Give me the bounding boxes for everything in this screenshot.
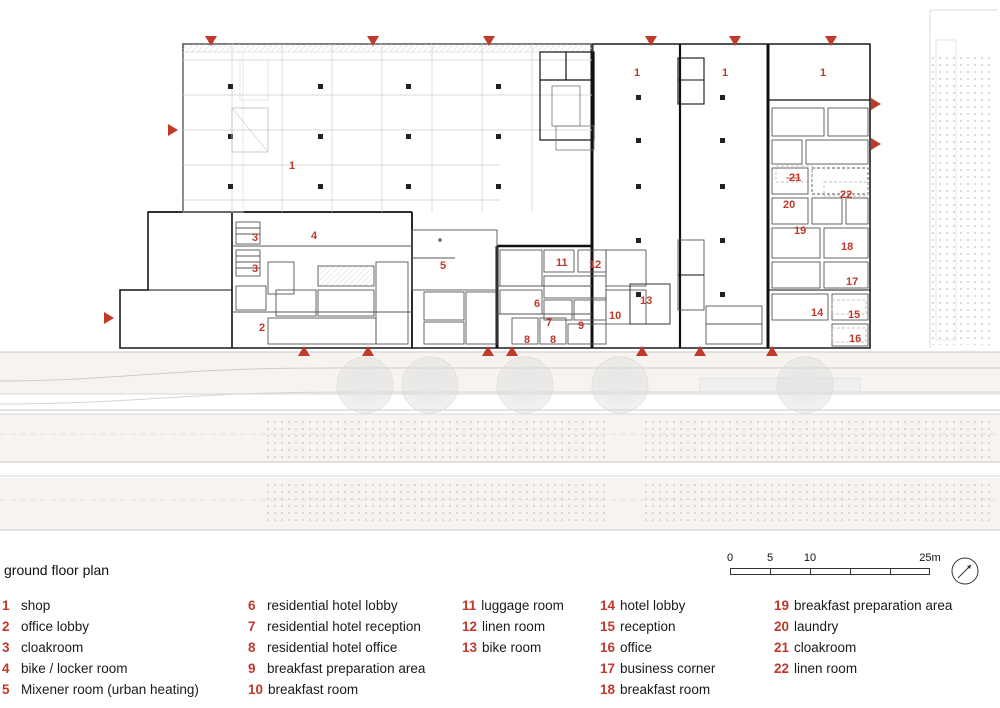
legend-item-15: [600, 619, 715, 640]
legend-item-number: 7: [248, 619, 256, 634]
legend-item-label: breakfast preparation area: [267, 661, 426, 676]
legend-item-number: 22: [774, 661, 790, 676]
legend-item-number: 21: [774, 640, 790, 655]
legend-item-number: 6: [248, 598, 256, 613]
room-number-17: 17: [846, 276, 859, 288]
room-number-16: 16: [849, 333, 862, 345]
room-number-3: 3: [252, 232, 259, 244]
room-number-5: 5: [440, 260, 447, 272]
scale-bar: [726, 552, 950, 586]
legend-item-number: 12: [462, 619, 478, 634]
room-number-1: 1: [722, 67, 729, 79]
legend-item-10: [248, 682, 425, 703]
legend-item-number: 14: [600, 598, 616, 613]
legend-item-label: breakfast room: [268, 682, 359, 697]
legend-item-label: shop: [21, 598, 51, 613]
legend-item-13: [462, 640, 564, 661]
legend-item-8: [248, 640, 425, 661]
legend-item-9: [248, 661, 425, 682]
room-number-11: 11: [556, 257, 568, 269]
legend-item-label: breakfast preparation area: [794, 598, 953, 613]
legend-item-number: 13: [462, 640, 478, 655]
scale-tick-3: 25m: [919, 552, 941, 564]
room-number-1: 1: [289, 160, 296, 172]
north-arrow-icon: [950, 556, 980, 586]
legend-item-17: [600, 661, 715, 682]
legend-item-label: residential hotel lobby: [267, 598, 398, 613]
legend-item-number: 1: [2, 598, 10, 613]
room-number-13: 13: [640, 295, 653, 307]
legend-column-5: [774, 598, 952, 682]
legend-item-label: business corner: [620, 661, 716, 676]
legend-item-label: residential hotel office: [267, 640, 398, 655]
legend-item-number: 11: [462, 598, 477, 613]
legend-item-number: 5: [2, 682, 10, 697]
legend-item-number: 2: [2, 619, 10, 634]
room-number-1: 1: [634, 67, 641, 79]
legend-item-number: 19: [774, 598, 790, 613]
scale-tick-1: 5: [766, 552, 774, 564]
legend-column-1: [2, 598, 199, 703]
legend-item-18: [600, 682, 715, 703]
scale-bar-graphic: [730, 568, 930, 575]
legend-item-number: 16: [600, 640, 616, 655]
legend-item-number: 15: [600, 619, 616, 634]
legend-item-label: reception: [620, 619, 676, 634]
room-number-9: 9: [578, 320, 585, 332]
legend-column-2: [248, 598, 425, 703]
legend-item-number: 17: [600, 661, 616, 676]
legend-item-label: cloakroom: [21, 640, 84, 655]
legend-item-4: [2, 661, 199, 682]
legend-item-label: laundry: [794, 619, 839, 634]
legend-item-number: 9: [248, 661, 256, 676]
page-title: ground floor plan: [4, 562, 110, 578]
room-number-19: 19: [794, 225, 807, 237]
legend-item-3: [2, 640, 199, 661]
room-number-22: 22: [840, 189, 853, 201]
legend-item-number: 18: [600, 682, 616, 697]
legend-item-19: [774, 598, 952, 619]
legend-item-label: linen room: [794, 661, 858, 676]
legend-column-4: [600, 598, 715, 703]
scale-tick-0: 0: [726, 552, 734, 564]
legend-item-number: 4: [2, 661, 10, 676]
room-number-15: 15: [848, 309, 861, 321]
legend-item-20: [774, 619, 952, 640]
room-number-1: 1: [820, 67, 827, 79]
legend-item-label: residential hotel reception: [267, 619, 421, 634]
room-number-7: 7: [546, 317, 553, 329]
room-number-18: 18: [841, 241, 854, 253]
legend-item-label: bike / locker room: [21, 661, 128, 676]
legend-item-label: office: [620, 640, 653, 655]
room-number-2: 2: [259, 322, 266, 334]
scale-tick-2: 10: [803, 552, 817, 564]
legend-item-label: hotel lobby: [620, 598, 686, 613]
room-number-20: 20: [783, 199, 796, 211]
legend-item-6: [248, 598, 425, 619]
legend-item-label: breakfast room: [620, 682, 711, 697]
room-number-21: 21: [789, 172, 802, 184]
legend-item-14: [600, 598, 715, 619]
room-number-10: 10: [609, 310, 622, 322]
legend-column-3: [462, 598, 564, 661]
legend-item-11: [462, 598, 564, 619]
legend-item-label: cloakroom: [794, 640, 857, 655]
legend-item-number: 20: [774, 619, 790, 634]
legend-item-22: [774, 661, 952, 682]
building-outline: [120, 44, 870, 348]
room-number-8: 8: [524, 334, 531, 346]
scale-tick-labels: [726, 552, 950, 566]
legend-item-16: [600, 640, 715, 661]
legend-item-2: [2, 619, 199, 640]
legend: [0, 598, 1000, 708]
legend-item-1: [2, 598, 199, 619]
room-number-14: 14: [811, 307, 824, 319]
legend-item-number: 8: [248, 640, 256, 655]
legend-item-21: [774, 640, 952, 661]
room-number-8: 8: [550, 334, 557, 346]
legend-item-number: 3: [2, 640, 10, 655]
legend-item-label: bike room: [482, 640, 542, 655]
room-number-6: 6: [534, 298, 541, 310]
legend-item-label: linen room: [482, 619, 546, 634]
room-number-12: 12: [589, 259, 602, 271]
room-number-3: 3: [252, 263, 259, 275]
legend-item-12: [462, 619, 564, 640]
legend-item-7: [248, 619, 425, 640]
legend-item-label: Mixener room (urban heating): [21, 682, 199, 697]
room-number-4: 4: [311, 230, 318, 242]
legend-item-label: office lobby: [21, 619, 90, 634]
legend-item-label: luggage room: [481, 598, 564, 613]
legend-item-5: [2, 682, 199, 703]
legend-item-number: 10: [248, 682, 264, 697]
